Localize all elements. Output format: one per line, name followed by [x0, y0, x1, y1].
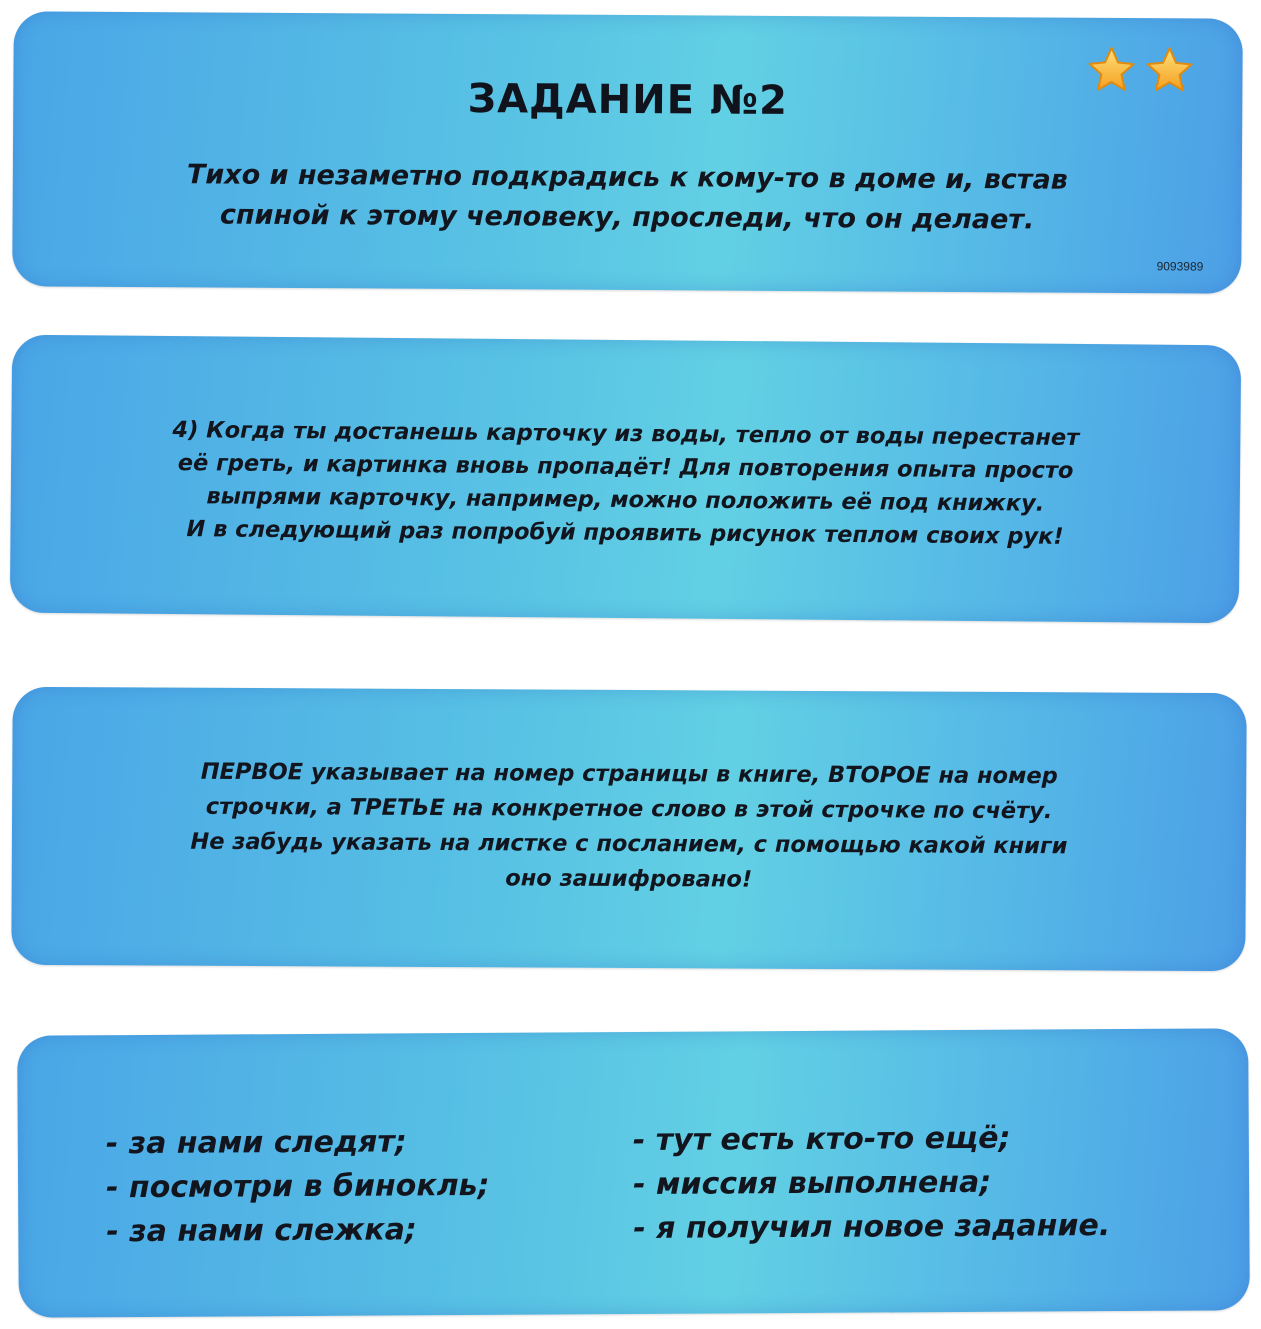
instruction-text [40, 413, 1210, 555]
text-line: её греть, и картинка вновь пропадёт! Для повторения опыта просто [177, 450, 1074, 484]
text-line: строчки, а ТРЕТЬЕ на конкретное слово в этой строчке по счёту. [205, 793, 1053, 825]
instruction-card [10, 335, 1241, 624]
phrase-item: - за нами следят; [105, 1124, 407, 1162]
task-title: ЗАДАНИЕ №2 [467, 76, 789, 124]
text-line: спиной к этому человеку, проследи, что он делает. [219, 199, 1035, 236]
cipher-text [42, 754, 1217, 900]
phrase-list-left [106, 1120, 490, 1254]
product-code: 9093989 [1156, 259, 1204, 274]
text-line: Тихо и незаметно подкрадись к кому-то в доме и, встав [186, 159, 1068, 196]
phrase-item: - тут есть кто-то ещё; [632, 1120, 1011, 1159]
text-line: выпрями карточку, например, можно положить её под книжку. [206, 483, 1045, 517]
phrases-card [17, 1028, 1250, 1318]
text-line: оно зашифровано! [505, 865, 753, 893]
phrase-list-right [633, 1116, 1111, 1251]
phrase-item: - посмотри в бинокль; [105, 1167, 490, 1206]
task-description [52, 154, 1201, 241]
phrase-item: - за нами слежка; [106, 1212, 417, 1250]
text-line: И в следующий раз попробуй проявить рисунок теплом своих рук! [186, 516, 1064, 550]
task-card [12, 11, 1243, 294]
cipher-card [11, 687, 1246, 971]
phrase-item: - миссия выполнена; [632, 1164, 992, 1203]
phrase-item: - я получил новое задание. [633, 1208, 1111, 1247]
text-line: Не забудь указать на листке с посланием, с помощью какой книги [190, 828, 1068, 860]
text-line: ПЕРВОЕ указывает на номер страницы в книге, ВТОРОЕ на номер [200, 758, 1058, 790]
text-line: 4) Когда ты достанешь карточку из воды, тепло от воды перестанет [172, 417, 1080, 451]
